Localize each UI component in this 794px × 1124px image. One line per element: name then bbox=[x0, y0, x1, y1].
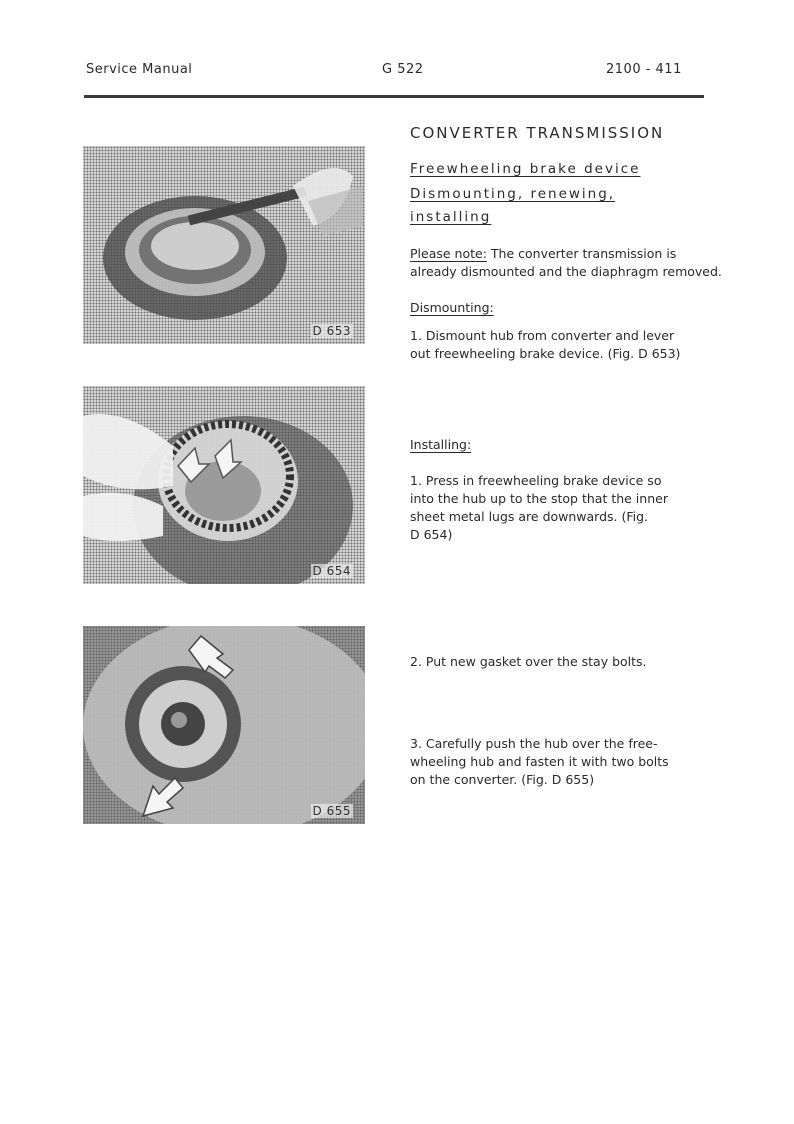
figure-d653-photo bbox=[83, 146, 365, 344]
section-title: CONVERTER TRANSMISSION bbox=[410, 124, 665, 142]
installing-step-3-line-1: 3. Carefully push the hub over the free- bbox=[410, 736, 658, 751]
installing-step-1-line-3: sheet metal lugs are downwards. (Fig. bbox=[410, 509, 649, 524]
subtitle-line-2: Dismounting, renewing, bbox=[410, 186, 616, 202]
figure-d654-caption: D 654 bbox=[312, 564, 351, 578]
installing-step-3-line-3: on the converter. (Fig. D 655) bbox=[410, 772, 595, 787]
dismounting-heading: Dismounting: bbox=[410, 300, 494, 315]
header-manual-title: Service Manual bbox=[86, 62, 193, 77]
header-page-number: 2100 - 411 bbox=[606, 62, 682, 77]
installing-step-1-line-4: D 654) bbox=[410, 527, 453, 542]
installing-step-1-line-2: into the hub up to the stop that the inner bbox=[410, 491, 668, 506]
dismounting-step-1 bbox=[410, 327, 750, 363]
subtitle-line-1: Freewheeling brake device bbox=[410, 161, 641, 177]
figure-d654-photo bbox=[83, 386, 365, 584]
installing-heading: Installing: bbox=[410, 437, 472, 452]
figure-d653-caption: D 653 bbox=[312, 324, 351, 338]
dismounting-step-1-line-2: out freewheeling brake device. (Fig. D 653) bbox=[410, 346, 681, 361]
figure-d655-caption: D 655 bbox=[312, 804, 351, 818]
installing-step-2: 2. Put new gasket over the stay bolts. bbox=[410, 654, 647, 669]
installing-step-3-line-2: wheeling hub and fasten it with two bolts bbox=[410, 754, 669, 769]
note-paragraph bbox=[410, 245, 750, 281]
subtitle-line-3: installing bbox=[410, 209, 492, 225]
installing-step-1-line-1: 1. Press in freewheeling brake device so bbox=[410, 473, 662, 488]
installing-step-1 bbox=[410, 472, 750, 544]
installing-step-3 bbox=[410, 735, 750, 789]
note-line-1: The converter transmission is bbox=[490, 246, 677, 261]
figure-d655-photo bbox=[83, 626, 365, 824]
header-rule bbox=[84, 95, 704, 98]
note-line-2: already dismounted and the diaphragm removed. bbox=[410, 264, 722, 279]
note-label: Please note: bbox=[410, 246, 487, 261]
header-group-code: G 522 bbox=[382, 62, 424, 77]
dismounting-step-1-line-1: 1. Dismount hub from converter and lever bbox=[410, 328, 675, 343]
